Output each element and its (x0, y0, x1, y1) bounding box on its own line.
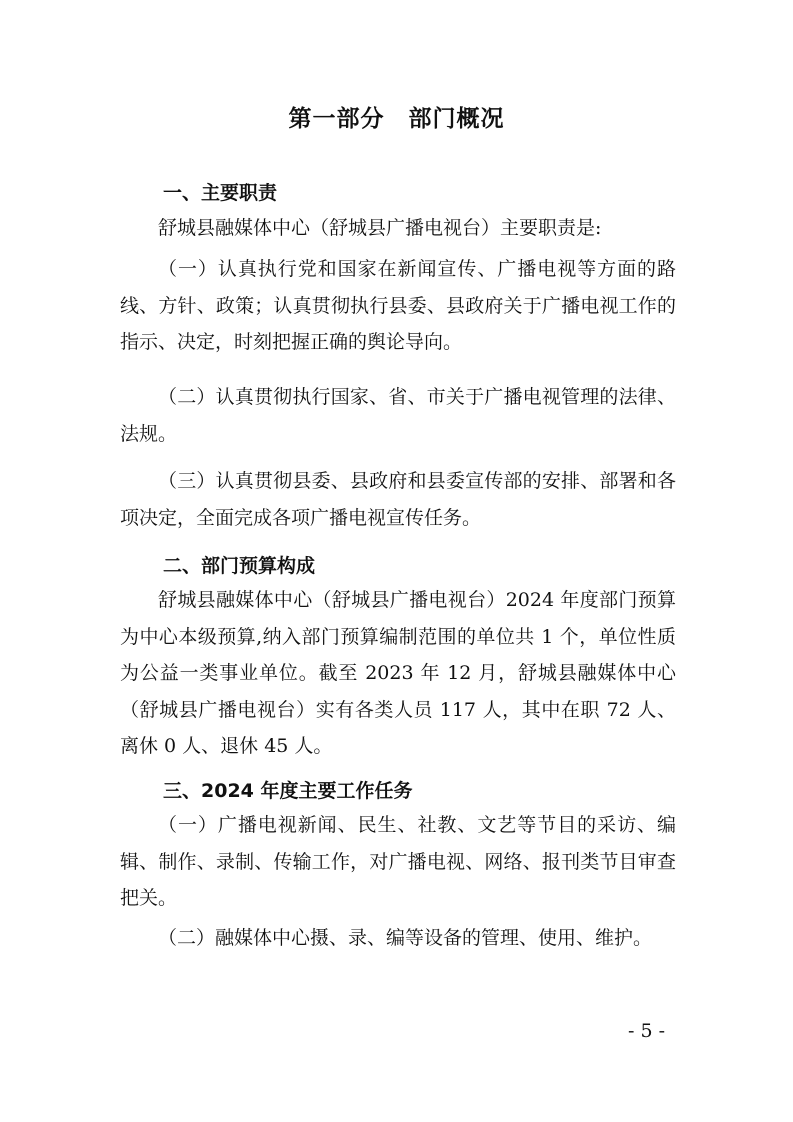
paragraph-duty-2: （二）认真贯彻执行国家、省、市关于广播电视管理的法律、法规。 (120, 386, 676, 445)
page-number: - 5 - (628, 1020, 666, 1042)
section-heading-main-duties: 一、主要职责 (163, 182, 278, 204)
paragraph-task-2: （二）融媒体中心摄、录、编等设备的管理、使用、维护。 (158, 927, 653, 949)
paragraph-duties-intro: 舒城县融媒体中心（舒城县广播电视台）主要职责是: (158, 217, 602, 239)
page-title: 第一部分 部门概况 (288, 106, 505, 132)
section-heading-work-tasks: 三、2024 年度主要工作任务 (163, 780, 413, 802)
section-heading-budget-structure: 二、部门预算构成 (163, 555, 316, 577)
paragraph-duty-3: （三）认真贯彻县委、县政府和县委宣传部的安排、部署和各项决定，全面完成各项广播电视宣传任务。 (120, 470, 676, 529)
paragraph-task-1: （一）广播电视新闻、民生、社教、文艺等节目的采访、编辑、制作、录制、传输工作，对广播电视、网络、报刊类节目审查把关。 (120, 814, 676, 909)
paragraph-budget-structure: 舒城县融媒体中心（舒城县广播电视台）2024 年度部门预算为中心本级预算,纳入部门预算编制范围的单位共 1 个，单位性质为公益一类事业单位。截至 2023 年 12 月，舒城县融媒体中心（舒城县广播电视台）实有各类人员 117 人，其中在职 72 人、离休 0 人、退休 45 人。 (120, 589, 676, 757)
paragraph-duty-1: （一）认真执行党和国家在新闻宣传、广播电视等方面的路线、方针、政策；认真贯彻执行县委、县政府关于广播电视工作的指示、决定，时刻把握正确的舆论导向。 (120, 258, 676, 353)
